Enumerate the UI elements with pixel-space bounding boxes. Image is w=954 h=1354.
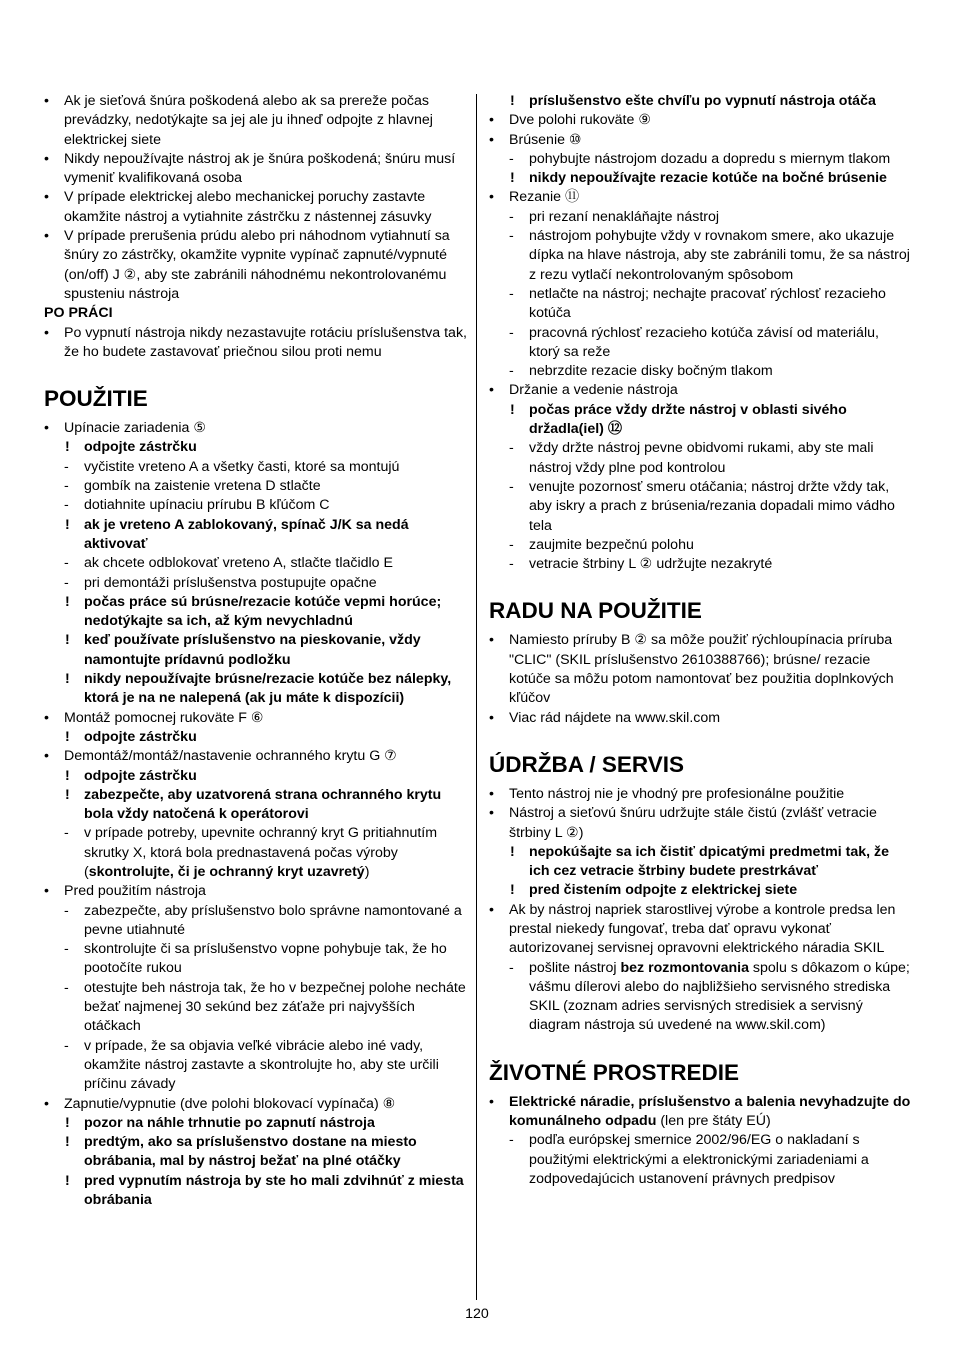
dash-item: - nástrojom pohybujte vždy v rovnakom smere, ako ukazuje dípka na hlave nástroja, aby ste zabránili tomu, že sa nástroj z rezu vytlačí nekontrolovaným spôsobom [489,227,913,285]
warning-item: ! nepokúšajte sa ich čistiť dpicatými predmetmi tak, že ich cez vetracie štrbiny budete prestrkávať [489,843,913,882]
text-run: spolu s dôkazom o kúpe; vášmu dílerovi alebo do najbližšieho servisného strediska SKIL (zoznam adries servisných stredisiek a servisný diagram nástroja sú uvedené na www.skil.com) [529,959,910,1034]
bullet-item: • Držanie a vedenie nástroja [489,381,913,400]
bullet-item [489,1093,913,1132]
dash-item: - zabezpečte, aby príslušenstvo bolo správne namontované a pevne utiahnuté [44,902,468,941]
bullet-item: • Nikdy nepoužívajte nástroj ak je šnúra poškodená; šnúru musí vymeniť kvalifikovaná osoba [44,150,468,189]
bullet-item: • Brúsenie ⑩ [489,131,913,150]
bullet-item: • Ak je sieťová šnúra poškodená alebo ak sa prereže počas prevádzky, nedotýkajte sa jej ale ju ihneď odpojte z hlavnej elektrickej siete [44,92,468,150]
warning-item: ! pred vypnutím nástroja by ste ho mali zdvihnúť z miesta obrábania [44,1172,468,1211]
dash-item [44,824,468,882]
warning-item: ! nikdy nepoužívajte brúsne/rezacie kotúče bez nálepky, ktorá je na ne nalepená (ak ju máte k dispozícii) [44,670,468,709]
dash-item: - vyčistite vreteno A a všetky časti, ktoré sa montujú [44,458,468,477]
bullet-item: • V prípade elektrickej alebo mechanickej poruchy zastavte okamžite nástroj a vytiahnite zástrčku z nástennej zásuvky [44,188,468,227]
dash-item: - podľa európskej smernice 2002/96/EG o nakladaní s použitými elektrickými a elektronickými zariadeniami a zodpovedajúcich ustanovení právnych predpisov [489,1131,913,1189]
warning-item: ! odpojte zástrčku [44,438,468,457]
warning-item: ! zabezpečte, aby uzatvorená strana ochranného krytu bola vždy natočená k operátorovi [44,786,468,825]
section-heading: ŽIVOTNÉ PROSTREDIE [489,1059,740,1085]
bullet-item: • Montáž pomocnej rukoväte F ⑥ [44,709,468,728]
bullet-item: • Upínacie zariadenia ⑤ [44,419,468,438]
dash-item: - dotiahnite upínaciu prírubu B kľúčom C [44,496,468,515]
bullet-item: • Pred použitím nástroja [44,882,468,901]
dash-item [489,959,913,1036]
bullet-item: • Tento nástroj nie je vhodný pre profesionálne použitie [489,785,913,804]
left-column [44,92,468,1210]
bold-text-run: Elektrické náradie, príslušenstvo a balenia nevyhadzujte do komunálneho odpadu [509,1093,911,1130]
section-heading: ÚDRŽBA / SERVIS [489,751,685,777]
section-heading: RADU NA POUŽITIE [489,598,702,624]
page-number: 120 [465,1306,489,1322]
dash-item: - skontrolujte či sa príslušenstvo vopne pohybuje tak, že ho pootočíte rukou [44,940,468,979]
right-column [489,92,913,1189]
dash-item: - nebrzdite rezacie disky bočným tlakom [489,362,913,381]
dash-item: - pracovná rýchlosť rezacieho kotúča závisí od materiálu, ktorý sa reže [489,324,913,363]
dash-item: - ak chcete odblokovať vreteno A, stlačte tlačidlo E [44,554,468,573]
warning-item: ! nikdy nepoužívajte rezacie kotúče na bočné brúsenie [489,169,913,188]
dash-item: - venujte pozornosť smeru otáčania; nástroj držte vždy tak, aby iskry a prach z brúsenia/rezania dopadali mimo vádho tela [489,478,913,536]
paragraph: PO PRÁCI [44,305,113,322]
dash-item: - v prípade, že sa objavia veľké vibrácie alebo iné vady, okamžite nástroj zastavte a skontrolujte ho, aby ste určili príčinu závady [44,1037,468,1095]
section-heading: POUŽITIE [44,386,148,412]
dash-item: - netlačte na nástroj; nechajte pracovať rýchlosť rezacieho kotúča [489,285,913,324]
bold-text-run: bez rozmontovania [620,959,749,976]
bullet-item: • V prípade prerušenia prúdu alebo pri náhodnom vytiahnutí sa šnúry zo zástrčky, okamžite vypnite vypínač zapnuté/vypnuté (on/off) J ②, aby ste zabránili náhodnému nekontrolovanému spusteniu nástroja [44,227,468,304]
dash-item: - zaujmite bezpečnú polohu [489,536,913,555]
bullet-item: • Po vypnutí nástroja nikdy nezastavujte rotáciu príslušenstva tak, že ho budete zastavovať priečnou silou proti nemu [44,324,468,363]
dash-item: - pohybujte nástrojom dozadu a dopredu s miernym tlakom [489,150,913,169]
dash-item: - pri rezaní nenakláňajte nástroj [489,208,913,227]
warning-item: ! keď používate príslušenstvo na pieskovanie, vždy namontujte prídavnú podložku [44,631,468,670]
warning-item: ! pozor na náhle trhnutie po zapnutí nástroja [44,1114,468,1133]
warning-item: ! odpojte zástrčku [44,767,468,786]
warning-item: ! odpojte zástrčku [44,728,468,747]
bullet-item: • Demontáž/montáž/nastavenie ochranného krytu G ⑦ [44,747,468,766]
bullet-item: • Nástroj a sieťovú šnúru udržujte stále čistú (zvlášť vetracie štrbiny L ②) [489,804,913,843]
warning-item: ! ak je vreteno A zablokovaný, spínač J/K sa nedá aktivovať [44,516,468,555]
bullet-item: • Namiesto príruby B ② sa môže použiť rýchloupínacia príruba "CLIC" (SKIL príslušenstvo 2610388766); brúsne/ rezacie kotúče sa môžu potom namontovať bez použitia doplnkových kľúčov [489,631,913,708]
bold-text-run: skontrolujte, či je ochranný kryt uzavretý [88,863,365,880]
bullet-item: • Ak by nástroj napriek starostlivej výrobe a kontrole predsa len prestal niekedy fungovať, treba dať opravu vykonať autorizovanej servisnej opravovni elektrického náradia SKIL [489,901,913,959]
dash-item: - gombík na zaistenie vretena D stlačte [44,477,468,496]
warning-item: ! predtým, ako sa príslušenstvo dostane na miesto obrábania, mal by nástroj bežať na plné otáčky [44,1133,468,1172]
text-run: (len pre štáty EÚ) [656,1113,771,1130]
bullet-item: • Dve polohi rukoväte ⑨ [489,111,913,130]
column-divider [476,94,477,1300]
bullet-item: • Zapnutie/vypnutie (dve polohi blokovací vypínača) ⑧ [44,1095,468,1114]
dash-item: - vždy držte nástroj pevne obidvomi rukami, aby ste mali nástroj vždy plne pod kontrolou [489,439,913,478]
dash-item: - otestujte beh nástroja tak, že ho v bezpečnej polohe necháte bežať najmenej 30 sekúnd bez záťaže pri najvyšších otáčkach [44,979,468,1037]
text-run: ) [364,863,370,880]
warning-item: ! príslušenstvo ešte chvíľu po vypnutí nástroja otáča [489,92,913,111]
warning-item: ! pred čistením odpojte z elektrickej siete [489,881,913,900]
warning-item: ! počas práce vždy držte nástroj v oblasti sivého držadla(iel) ⑫ [489,401,913,440]
bullet-item: • Viac rád nájdete na www.skil.com [489,709,913,728]
bullet-item: • Rezanie ⑪ [489,188,913,207]
dash-item: - vetracie štrbiny L ② udržujte nezakryté [489,555,913,574]
text-run: v prípade potreby, upevnite ochranný kryt G pritiahnutím skrutky X, ktorá bola prednastavená počas výroby ( [84,825,438,880]
dash-item: - pri demontáži príslušenstva postupujte opačne [44,574,468,593]
warning-item: ! počas práce sú brúsne/rezacie kotúče vepmi horúce; nedotýkajte sa ich, až kým nevychladnú [44,593,468,632]
text-run: pošlite nástroj [529,959,621,976]
